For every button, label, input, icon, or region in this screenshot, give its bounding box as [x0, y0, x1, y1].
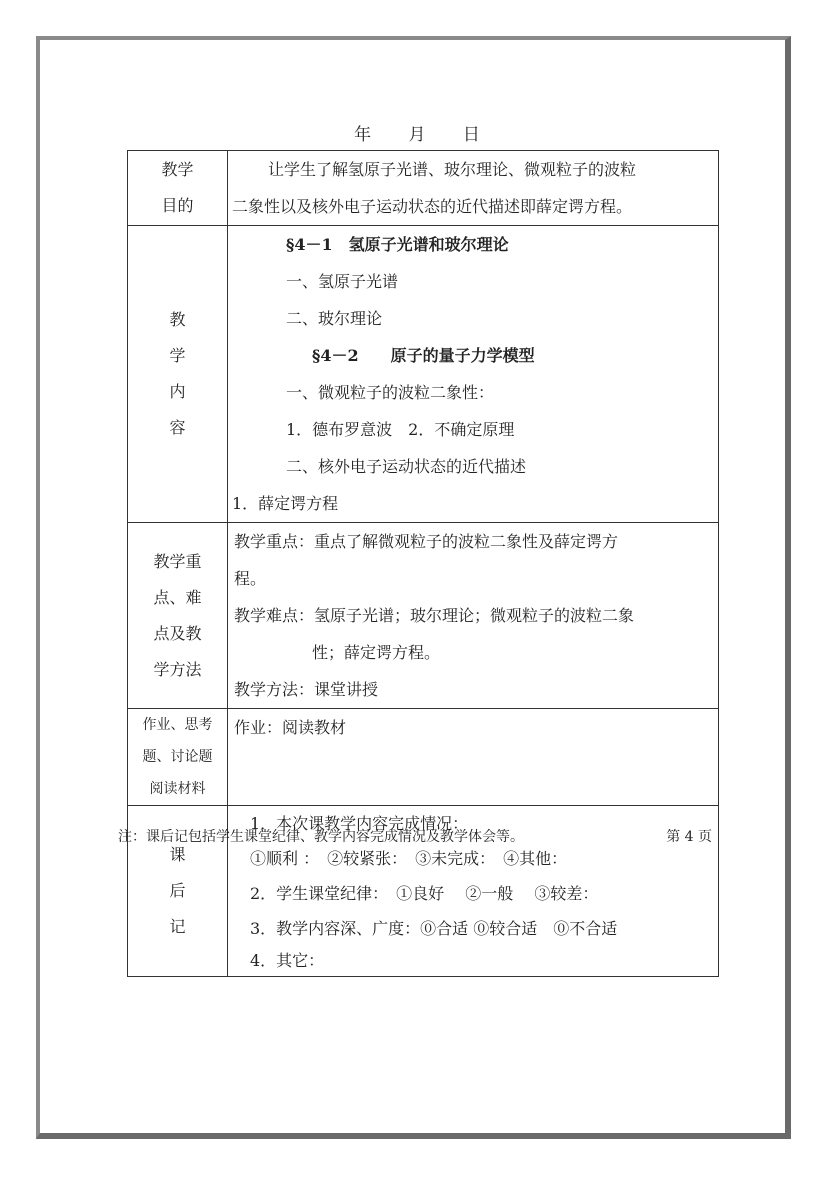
date-line: [0, 120, 834, 145]
content-row: [128, 226, 719, 523]
keypoints-text: 教学重点：重点了解微观粒子的波粒二象性及薛定谔方 程。 教学难点：氢原子光谱；玻尔理论；微观粒子的波粒二象 性；薛定谔方程。 教学方法：课堂讲授: [228, 523, 719, 709]
homework-row: [128, 709, 719, 806]
content-text: §4－1 氢原子光谱和玻尔理论 一、氢原子光谱 二、玻尔理论 §4－2 原子的量子力学模型 一、微观粒子的波粒二象性： 1．德布罗意波 2．不确定原理 二、核外电子运动状态的近代描述 1．薛定谔方程: [228, 226, 719, 523]
section-4-2-title: §4－2 原子的量子力学模型: [312, 346, 535, 365]
section-4-1-title: §4－1 氢原子光谱和玻尔理论: [286, 235, 509, 254]
footer-note: [118, 826, 712, 846]
objectives-label: 教学 目的: [128, 151, 228, 226]
keypoints-row: [128, 523, 719, 709]
page-number: 第 4 页: [666, 829, 712, 845]
month-label: 月: [408, 125, 426, 145]
lesson-plan-table: [127, 150, 719, 977]
footer-note-text: 注：课后记包括学生课堂纪律、教学内容完成情况及教学体会等。: [118, 829, 524, 845]
keypoints-label: 教学重 点、难 点及教 学方法: [128, 523, 228, 709]
postclass-text: 1．本次课教学内容完成情况： ①顺利 ： ②较紧张： ③未完成： ④其他： 2．学生课堂纪律： ①良好 ②一般 ③较差： 3．教学内容深、广度：⓪合适 ⓪较合适 ⓪不合适 4．其它：: [228, 806, 719, 977]
objectives-text: 让学生了解氢原子光谱、玻尔理论、微观粒子的波粒 二象性以及核外电子运动状态的近代描述即薛定谔方程。: [228, 151, 719, 226]
homework-text: 作业：阅读教材: [228, 709, 719, 806]
objectives-row: [128, 151, 719, 226]
homework-label: 作业、思考 题、讨论题 阅读材料: [128, 709, 228, 806]
content-label: 教 学 内 容: [128, 226, 228, 523]
postclass-label: 课 后 记: [128, 806, 228, 977]
day-label: 日: [462, 125, 480, 145]
year-label: 年: [354, 125, 372, 145]
